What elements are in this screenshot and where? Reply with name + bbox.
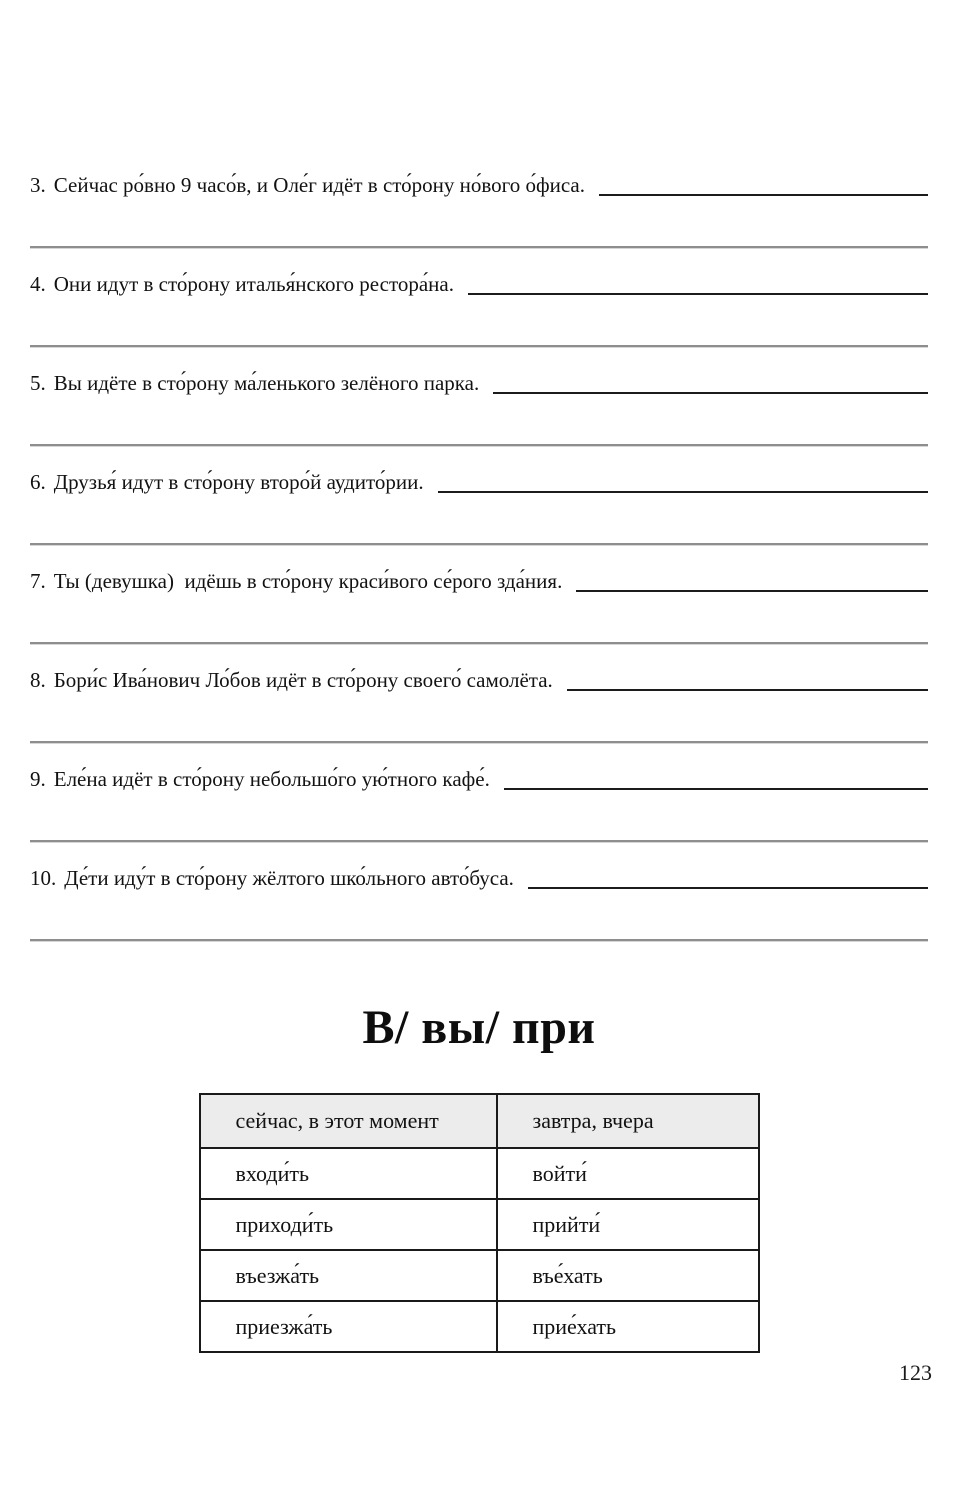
exercise-item-10 xyxy=(30,863,928,893)
verb-cell: въезжа́ть xyxy=(200,1250,497,1301)
answer-blank-line xyxy=(504,788,928,790)
table-header-row xyxy=(200,1094,759,1148)
separator-rule xyxy=(30,345,928,348)
exercise-item-8 xyxy=(30,665,928,695)
separator-rule xyxy=(30,543,928,546)
table-row xyxy=(200,1250,759,1301)
item-number: 5. xyxy=(30,371,46,395)
verb-conjugation-table xyxy=(199,1093,760,1353)
exercise-item-4 xyxy=(30,269,928,299)
verb-cell: войти́ xyxy=(497,1148,759,1199)
exercise-sentence: Де́ти иду́т в сто́рону жёлтого шко́льного авто́буса. xyxy=(64,866,514,890)
exercise-sentence: Еле́на идёт в сто́рону небольшо́го ую́тного кафе́. xyxy=(53,767,490,791)
exercise-item-3 xyxy=(30,170,928,200)
table-header-perfective: завтра, вчера xyxy=(497,1094,759,1148)
exercise-sentence: Ты (девушка) идёшь в сто́рону краси́вого се́рого зда́ния. xyxy=(53,569,563,593)
verb-cell: въе́хать xyxy=(497,1250,759,1301)
verb-cell: прийти́ xyxy=(497,1199,759,1250)
exercise-sentence: Сейчас ро́вно 9 часо́в, и Оле́г идёт в сто́рону но́вого о́фиса. xyxy=(53,173,586,197)
item-number: 10. xyxy=(30,866,57,890)
answer-blank-line xyxy=(493,392,928,394)
exercise-list xyxy=(0,170,960,1353)
item-number: 3. xyxy=(30,173,46,197)
answer-blank-line xyxy=(468,293,928,295)
item-number: 4. xyxy=(30,272,46,296)
exercise-item-5 xyxy=(30,368,928,398)
separator-rule xyxy=(30,741,928,744)
answer-blank-line xyxy=(576,590,928,592)
table-row xyxy=(200,1199,759,1250)
table-header-imperfective: сейчас, в этот момент xyxy=(200,1094,497,1148)
separator-rule xyxy=(30,642,928,645)
exercise-sentence: Они идут в сто́рону италья́нского рестора́на. xyxy=(53,272,454,296)
verb-cell: приезжа́ть xyxy=(200,1301,497,1352)
exercise-item-9 xyxy=(30,764,928,794)
answer-blank-line xyxy=(528,887,928,889)
section-heading: В/ вы/ при xyxy=(362,1001,596,1054)
answer-blank-line xyxy=(567,689,928,691)
exercise-sentence: Вы идёте в сто́рону ма́ленького зелёного парка. xyxy=(53,371,480,395)
separator-rule xyxy=(30,444,928,447)
separator-rule xyxy=(30,939,928,942)
exercise-item-7 xyxy=(30,566,928,596)
item-number: 8. xyxy=(30,668,46,692)
verb-cell: прие́хать xyxy=(497,1301,759,1352)
verb-cell: входи́ть xyxy=(200,1148,497,1199)
exercise-item-6 xyxy=(30,467,928,497)
item-number: 6. xyxy=(30,470,46,494)
answer-blank-line xyxy=(599,194,928,196)
page-number: 123 xyxy=(899,1360,932,1385)
table-row xyxy=(200,1301,759,1352)
separator-rule xyxy=(30,840,928,843)
exercise-sentence: Друзья́ идут в сто́рону второ́й аудито́рии. xyxy=(53,470,424,494)
table-row xyxy=(200,1148,759,1199)
item-number: 9. xyxy=(30,767,46,791)
item-number: 7. xyxy=(30,569,46,593)
exercise-sentence: Бори́с Ива́нович Ло́бов идёт в сто́рону своего́ самолёта. xyxy=(53,668,553,692)
separator-rule xyxy=(30,246,928,249)
verb-cell: приходи́ть xyxy=(200,1199,497,1250)
answer-blank-line xyxy=(438,491,928,493)
